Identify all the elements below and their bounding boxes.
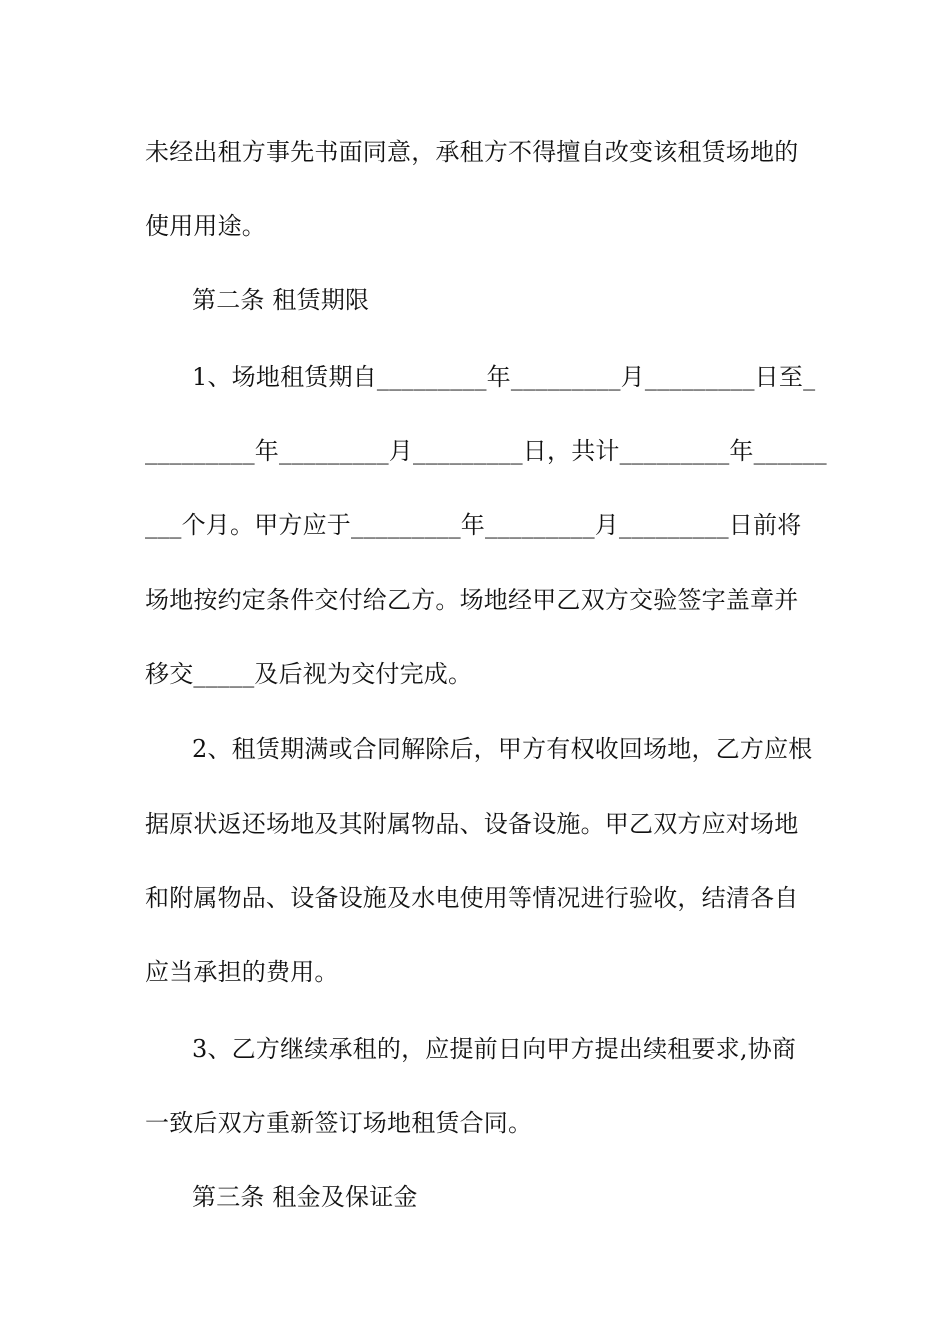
paragraph-line: 使用用途。: [145, 212, 266, 240]
paragraph-line: 场地按约定条件交付给乙方。场地经甲乙双方交验签字盖章并: [145, 586, 799, 614]
paragraph-line: 未经出租方事先书面同意，承租方不得擅自改变该租赁场地的: [145, 138, 799, 166]
paragraph-line: ___个月。甲方应于_________年_________月_________日前将: [145, 511, 802, 539]
section-heading: 第二条 租赁期限: [192, 286, 370, 314]
paragraph-line: 3、乙方继续承租的，应提前日向甲方提出续租要求,协商: [192, 1035, 797, 1063]
paragraph-line: 移交_____及后视为交付完成。: [145, 660, 473, 688]
paragraph-line: 和附属物品、设备设施及水电使用等情况进行验收，结清各自: [145, 884, 799, 912]
paragraph-line: 据原状返还场地及其附属物品、设备设施。甲乙双方应对场地: [145, 810, 799, 838]
paragraph-line: 一致后双方重新签订场地租赁合同。: [145, 1109, 533, 1137]
paragraph-line: 1、场地租赁期自_________年_________月_________日至_: [192, 363, 816, 391]
paragraph-line: _________年_________月_________日，共计_________年______: [145, 437, 827, 465]
paragraph-line: 应当承担的费用。: [145, 958, 339, 986]
paragraph-line: 2、租赁期满或合同解除后，甲方有权收回场地，乙方应根: [192, 735, 813, 763]
section-heading: 第三条 租金及保证金: [192, 1183, 418, 1211]
